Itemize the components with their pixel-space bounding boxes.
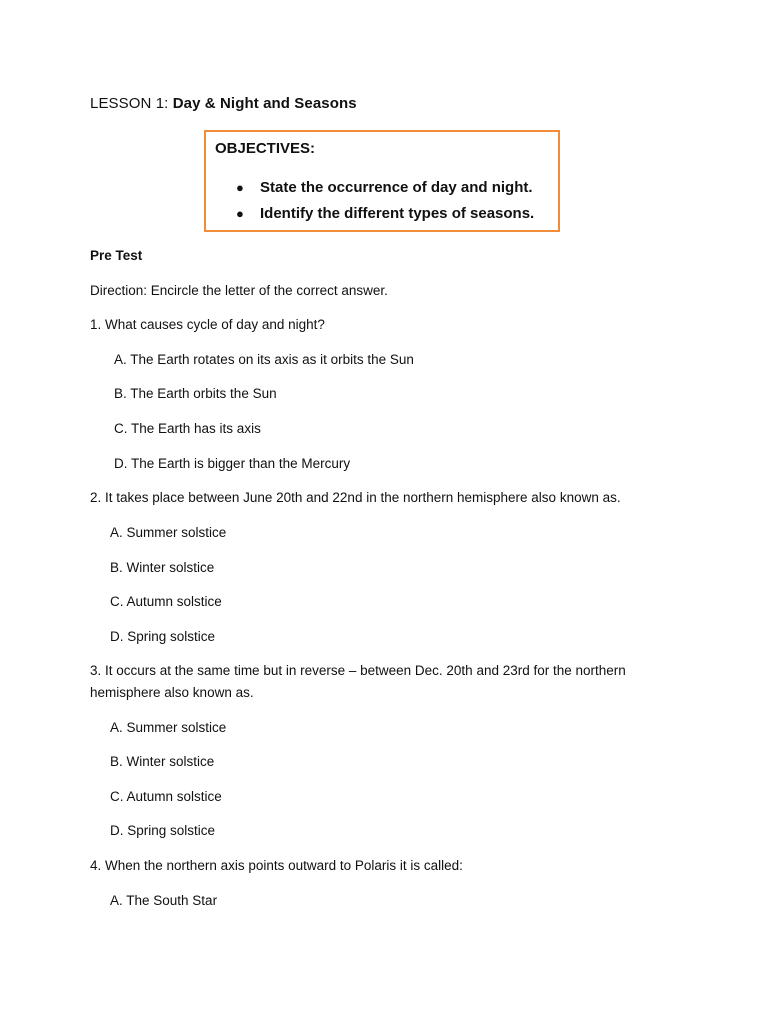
lesson-title xyxy=(90,95,357,112)
bullet-icon: ● xyxy=(236,206,244,221)
choice-2c: C. Autumn solstice xyxy=(110,594,222,609)
choice-3d: D. Spring solstice xyxy=(110,823,216,838)
question-2: 2. It takes place between June 20th and 22nd in the northern hemisphere also known as. xyxy=(90,490,621,505)
objectives-heading: OBJECTIVES: xyxy=(215,140,316,157)
lesson-title-text: Day & Night and Seasons xyxy=(172,95,357,112)
question-3-line1: 3. It occurs at the same time but in reverse – between Dec. 20th and 23rd for the northern xyxy=(90,663,626,678)
choice-2b: B. Winter solstice xyxy=(110,560,215,575)
choice-4a: A. The South Star xyxy=(110,893,218,908)
choice-3c: C. Autumn solstice xyxy=(110,789,222,804)
choice-1b: B. The Earth orbits the Sun xyxy=(114,386,277,401)
choice-3a: A. Summer solstice xyxy=(110,720,227,735)
pretest-direction: Direction: Encircle the letter of the correct answer. xyxy=(90,283,388,298)
pretest-heading: Pre Test xyxy=(90,248,143,263)
question-1: 1. What causes cycle of day and night? xyxy=(90,317,325,332)
objective-text: State the occurrence of day and night. xyxy=(260,179,533,196)
question-4: 4. When the northern axis points outward to Polaris it is called: xyxy=(90,858,463,873)
choice-2a: A. Summer solstice xyxy=(110,525,227,540)
choice-3b: B. Winter solstice xyxy=(110,754,215,769)
objective-text: Identify the different types of seasons. xyxy=(260,205,535,222)
lesson-title-prefix: LESSON 1: xyxy=(90,95,173,112)
question-3-line2: hemisphere also known as. xyxy=(90,685,254,700)
objective-item xyxy=(236,178,534,204)
choice-1d: D. The Earth is bigger than the Mercury xyxy=(114,456,351,471)
choice-1a: A. The Earth rotates on its axis as it orbits the Sun xyxy=(114,352,414,367)
bullet-icon: ● xyxy=(236,180,244,195)
choice-1c: C. The Earth has its axis xyxy=(114,421,261,436)
objective-item xyxy=(236,204,534,230)
objectives-list xyxy=(236,178,534,230)
objectives-box xyxy=(204,130,560,232)
choice-2d: D. Spring solstice xyxy=(110,629,216,644)
